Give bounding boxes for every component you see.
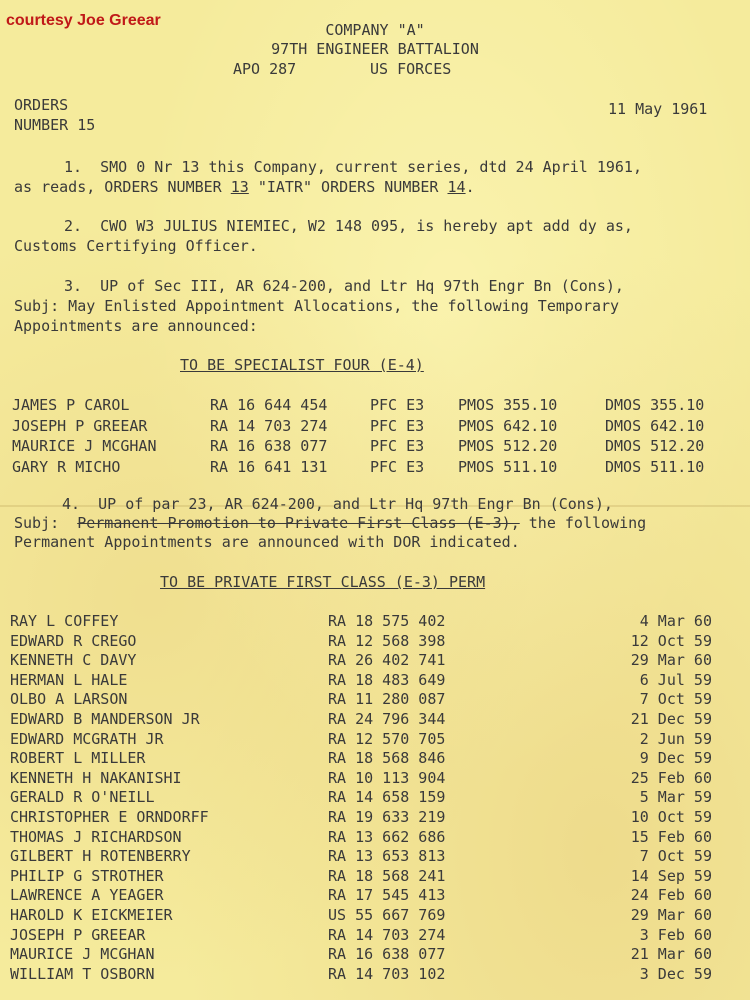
promotion-row: [0, 828, 750, 848]
promotion-serial: RA 12 568 398: [328, 631, 446, 650]
promotion-serial: RA 14 658 159: [328, 788, 446, 807]
specialist-dmos: DMOS 512.20: [605, 437, 705, 455]
promotion-name: RAY L COFFEY: [10, 612, 119, 630]
promotion-row: [0, 651, 750, 671]
specialist-grade: PFC E3: [370, 416, 425, 435]
promotion-serial: RA 18 568 241: [328, 866, 446, 885]
promotion-serial: RA 11 280 087: [328, 690, 446, 709]
promotion-name: OLBO A LARSON: [10, 690, 128, 709]
courtesy-credit: courtesy Joe Greear: [6, 12, 161, 29]
promotion-dor: 24 Feb 60: [630, 886, 712, 905]
promotion-name: KENNETH C DAVY: [10, 651, 137, 670]
promotion-serial: RA 17 545 413: [328, 886, 446, 905]
promotion-name: EDWARD B MANDERSON JR: [10, 710, 200, 728]
promotion-dor: 5 Mar 59: [639, 788, 712, 807]
promotion-dor: 29 Mar 60: [630, 651, 712, 670]
specialist-dmos: DMOS 511.10: [605, 457, 705, 476]
specialist-pmos: PMOS 511.10: [458, 457, 558, 476]
promotion-serial: RA 18 568 846: [328, 749, 446, 768]
promotion-row: [0, 749, 750, 769]
promotion-row: [0, 906, 750, 926]
promotion-row: [0, 867, 750, 887]
promotion-dor: 6 Jul 59: [639, 670, 712, 689]
specialist-grade: PFC E3: [370, 437, 425, 455]
promotion-row: [0, 926, 750, 946]
promotion-dor: 4 Mar 60: [639, 612, 712, 630]
promotion-row: [0, 769, 750, 789]
promotion-serial: RA 18 483 649: [328, 670, 446, 689]
para4-line1: 4. UP of par 23, AR 624-200, and Ltr Hq 97th Engr Bn (Cons),: [62, 495, 613, 513]
order-date: 11 May 1961: [608, 100, 708, 118]
section-title-e3: TO BE PRIVATE FIRST CLASS (E-3) PERM: [160, 573, 486, 591]
promotion-name: PHILIP G STROTHER: [10, 866, 164, 885]
promotion-dor: 25 Feb 60: [630, 768, 712, 787]
para1-line2: as reads, ORDERS NUMBER 13 "IATR" ORDERS NUMBER 14.: [14, 178, 475, 196]
promotion-row: [0, 690, 750, 710]
promotion-dor: 21 Mar 60: [630, 945, 712, 964]
orders-label: ORDERS: [14, 96, 69, 114]
promotion-name: GILBERT H ROTENBERRY: [10, 847, 191, 866]
promotion-row: [0, 847, 750, 867]
specialist-row: [0, 396, 750, 416]
promotion-row: [0, 788, 750, 808]
specialist-row: [0, 437, 750, 457]
promotion-dor: 14 Sep 59: [630, 866, 712, 885]
promotion-row: [0, 808, 750, 828]
promotion-dor: 7 Oct 59: [639, 847, 712, 866]
specialist-name: MAURICE J MCGHAN: [12, 437, 157, 455]
specialist-row: [0, 458, 750, 478]
promotion-row: [0, 632, 750, 652]
promotion-dor: 29 Mar 60: [630, 906, 712, 924]
para4-line3: Permanent Appointments are announced with DOR indicated.: [14, 533, 520, 551]
promotion-dor: 9 Dec 59: [639, 749, 712, 768]
specialist-grade: PFC E3: [370, 457, 425, 476]
specialist-pmos: PMOS 355.10: [458, 396, 558, 414]
header-apo: APO 287: [233, 60, 297, 78]
promotion-serial: RA 13 662 686: [328, 827, 446, 846]
promotion-name: LAWRENCE A YEAGER: [10, 886, 164, 905]
specialist-name: JAMES P CAROL: [12, 396, 130, 414]
promotion-serial: RA 16 638 077: [328, 945, 446, 964]
specialist-pmos: PMOS 512.20: [458, 437, 558, 455]
promotion-dor: 3 Dec 59: [639, 964, 712, 983]
promotion-serial: RA 19 633 219: [328, 808, 446, 826]
promotion-serial: RA 14 703 102: [328, 964, 446, 983]
orders-number: NUMBER 15: [14, 116, 96, 134]
promotion-name: ROBERT L MILLER: [10, 749, 146, 768]
promotion-serial: RA 24 796 344: [328, 710, 446, 728]
para2-line1: 2. CWO W3 JULIUS NIEMIEC, W2 148 095, is hereby apt add dy as,: [64, 217, 633, 235]
specialist-grade: PFC E3: [370, 396, 425, 414]
promotion-serial: US 55 667 769: [328, 906, 446, 924]
promotion-serial: RA 14 703 274: [328, 925, 446, 944]
promotion-row: [0, 886, 750, 906]
specialist-pmos: PMOS 642.10: [458, 416, 558, 435]
specialist-serial: RA 16 638 077: [210, 437, 328, 455]
section-title-e4: TO BE SPECIALIST FOUR (E-4): [180, 356, 424, 374]
specialist-name: GARY R MICHO: [12, 457, 121, 476]
header-forces: US FORCES: [370, 60, 452, 78]
specialist-serial: RA 14 703 274: [210, 416, 328, 435]
promotion-dor: 12 Oct 59: [630, 631, 712, 650]
promotion-name: EDWARD MCGRATH JR: [10, 729, 164, 748]
para2-line2: Customs Certifying Officer.: [14, 237, 258, 255]
specialist-serial: RA 16 641 131: [210, 457, 328, 476]
promotion-serial: RA 10 113 904: [328, 768, 446, 787]
specialist-dmos: DMOS 642.10: [605, 416, 705, 435]
promotion-name: EDWARD R CREGO: [10, 631, 137, 650]
promotion-dor: 21 Dec 59: [630, 710, 712, 728]
promotion-dor: 10 Oct 59: [630, 808, 712, 826]
promotion-name: HAROLD K EICKMEIER: [10, 906, 173, 924]
promotion-serial: RA 18 575 402: [328, 612, 446, 630]
para3-line2: Subj: May Enlisted Appointment Allocations, the following Temporary: [14, 297, 620, 315]
specialist-name: JOSEPH P GREEAR: [12, 416, 148, 435]
promotion-row: [0, 710, 750, 730]
promotion-name: MAURICE J MCGHAN: [10, 945, 155, 964]
para3-line3: Appointments are announced:: [14, 317, 258, 335]
promotion-name: GERALD R O'NEILL: [10, 788, 155, 807]
promotion-name: KENNETH H NAKANISHI: [10, 768, 182, 787]
promotion-name: JOSEPH P GREEAR: [10, 925, 146, 944]
promotion-row: [0, 945, 750, 965]
promotion-serial: RA 12 570 705: [328, 729, 446, 748]
promotion-name: HERMAN L HALE: [10, 670, 128, 689]
specialist-dmos: DMOS 355.10: [605, 396, 705, 414]
promotion-row: [0, 671, 750, 691]
para3-line1: 3. UP of Sec III, AR 624-200, and Ltr Hq 97th Engr Bn (Cons),: [64, 277, 624, 295]
promotion-serial: RA 13 653 813: [328, 847, 446, 866]
promotion-row: [0, 730, 750, 750]
promotion-name: CHRISTOPHER E ORNDORFF: [10, 808, 209, 826]
promotion-dor: 3 Feb 60: [639, 925, 712, 944]
header-company: COMPANY "A": [325, 21, 425, 39]
promotion-serial: RA 26 402 741: [328, 651, 446, 670]
promotion-dor: 15 Feb 60: [630, 827, 712, 846]
promotion-name: WILLIAM T OSBORN: [10, 964, 155, 983]
promotion-dor: 2 Jun 59: [639, 729, 712, 748]
para1-line1: 1. SMO 0 Nr 13 this Company, current series, dtd 24 April 1961,: [64, 158, 642, 176]
promotion-row: [0, 612, 750, 632]
header-battalion: 97TH ENGINEER BATTALION: [271, 40, 479, 58]
promotion-dor: 7 Oct 59: [639, 690, 712, 709]
promotion-name: THOMAS J RICHARDSON: [10, 827, 182, 846]
para4-line2: Subj: Permanent Promotion to Private First Class (E-3), the following: [14, 514, 647, 532]
specialist-serial: RA 16 644 454: [210, 396, 328, 414]
specialist-row: [0, 417, 750, 437]
promotion-row: [0, 965, 750, 985]
